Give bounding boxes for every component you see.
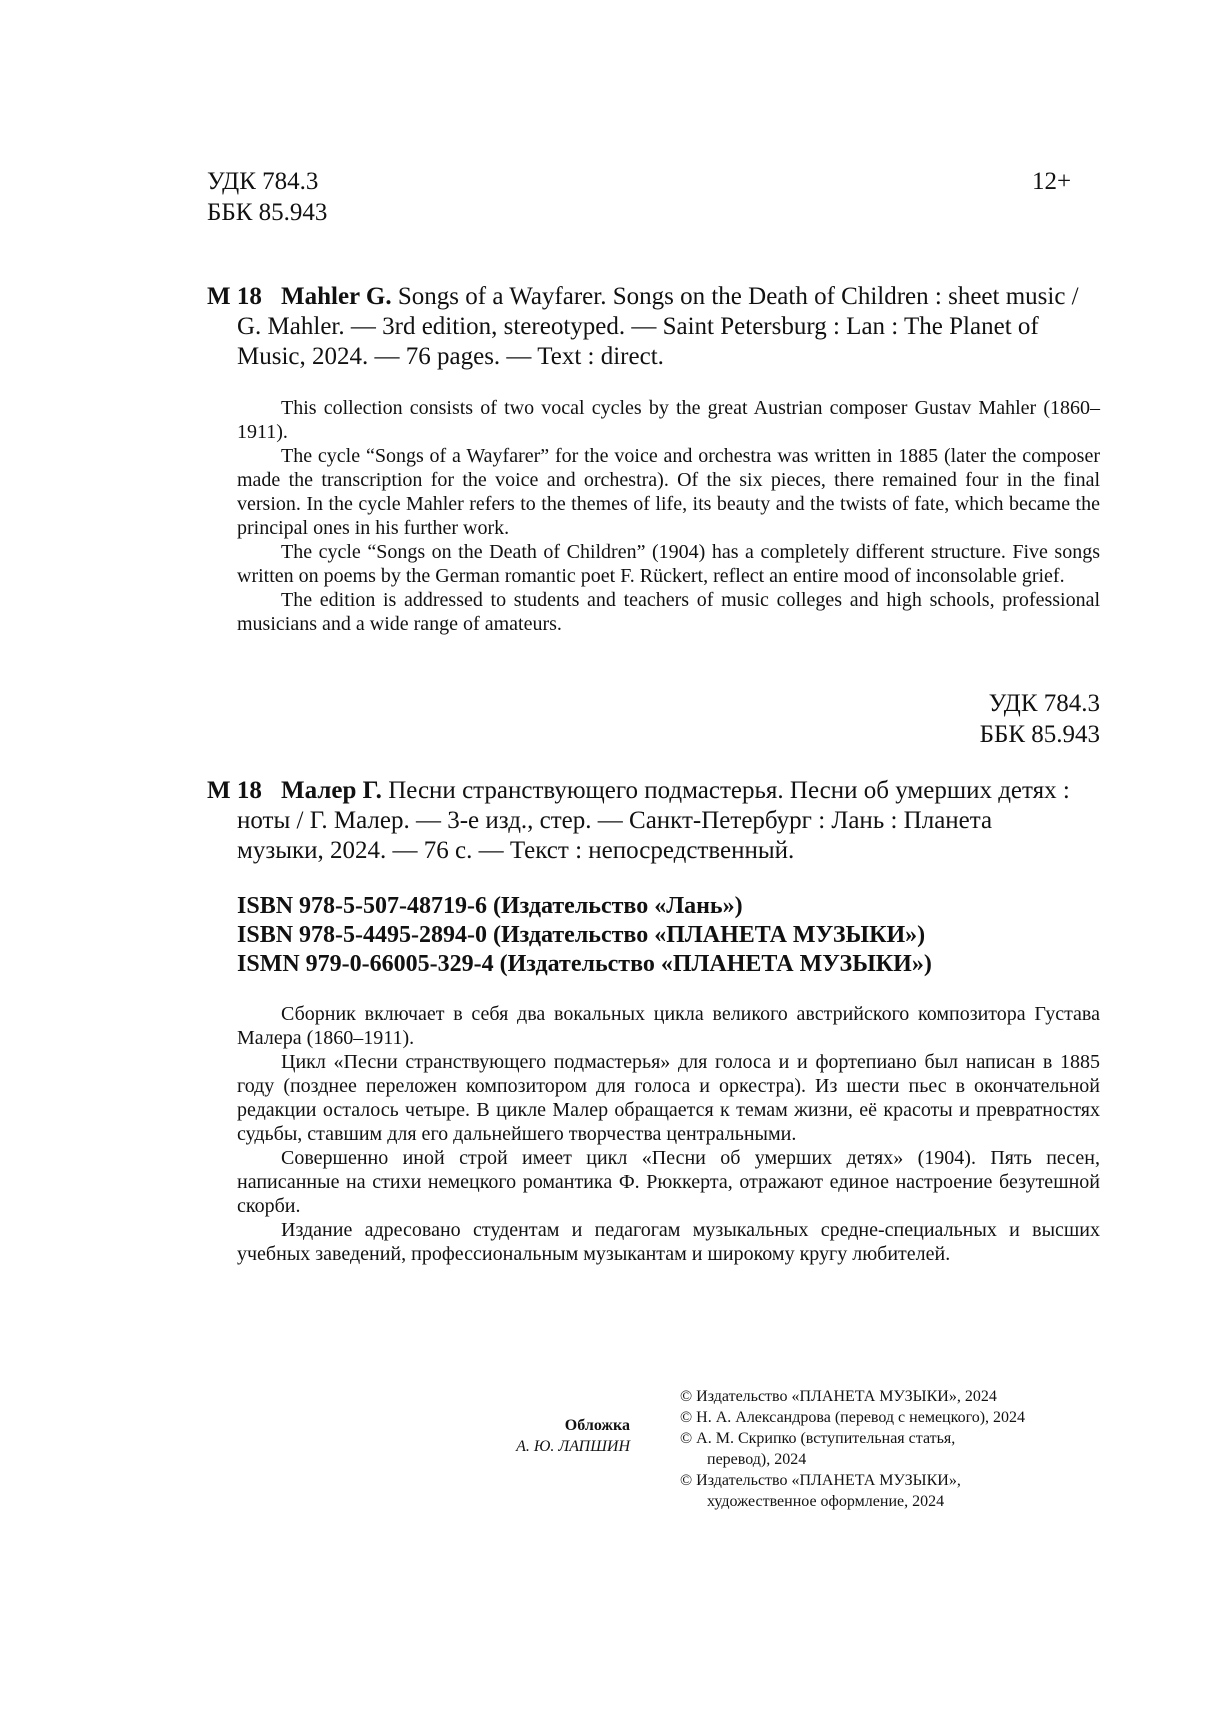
abstract-paragraph: Сборник включает в себя два вокальных цикла великого австрийского композитора Густава Малера (1860–1911).: [237, 1003, 1100, 1049]
isbn-line: ISBN 978-5-4495-2894-0 (Издательство «ПЛАНЕТА МУЗЫКИ»): [237, 922, 926, 948]
age-rating: 12+: [1032, 168, 1072, 195]
entry-label: М 18: [207, 777, 262, 804]
copyright-notices: [680, 1386, 1025, 1512]
classification-codes-right: [980, 688, 1100, 750]
entry-author: Mahler G.: [281, 283, 392, 310]
abstract-paragraph: The cycle “Songs of a Wayfarer” for the voice and orchestra was written in 1885 (later the composer made the transcription for the voice and orchestra). Of the six pieces, there remained four in the final version. In the cycle Mahler refers to the themes of life, its beauty and the twists of fate, which became the principal ones in his further work.: [237, 445, 1100, 539]
entry-line: Music, 2024. — 76 pages. — Text : direct.: [237, 343, 664, 370]
abstract-paragraph: The edition is addressed to students and teachers of music colleges and high schools, professional musicians and a wide range of amateurs.: [237, 589, 1100, 635]
entry-line: [207, 282, 1100, 312]
abstract-paragraph: Совершенно иной строй имеет цикл «Песни об умерших детях» (1904). Пять песен, написанные на стихи немецкого романтика Ф. Рюккерта, отражают единое настроение безутешной скорби.: [237, 1147, 1100, 1217]
isbn-line: ISBN 978-5-507-48719-6 (Издательство «Лань»): [237, 893, 743, 919]
cover-credit: [470, 1415, 630, 1457]
abstract-paragraph: This collection consists of two vocal cycles by the great Austrian composer Gustav Mahler (1860–1911).: [237, 397, 1100, 443]
entry-line: G. Mahler. — 3rd edition, stereotyped. — Saint Petersburg : Lan : The Planet of: [237, 313, 1039, 340]
header-classification-codes: [207, 166, 327, 228]
entry-label: М 18: [207, 283, 262, 310]
entry-line: ноты / Г. Малер. — 3-е изд., стер. — Санкт-Петербург : Лань : Планета: [237, 807, 993, 834]
copyright-line: © Издательство «ПЛАНЕТА МУЗЫКИ»,: [680, 1472, 961, 1489]
entry-line: музыки, 2024. — 76 с. — Текст : непосредственный.: [237, 837, 795, 864]
abstract-paragraph: The cycle “Songs on the Death of Children” (1904) has a completely different structure. Five songs written on poems by the German romantic poet F. Rückert, reflect an entire mood of inconsolable grief.: [237, 541, 1100, 587]
entry-author: Малер Г.: [281, 777, 382, 804]
copyright-line: художественное оформление, 2024: [707, 1493, 945, 1510]
abstract-russian: [237, 1002, 1100, 1266]
abstract-paragraph: Цикл «Песни странствующего подмастерья» для голоса и и фортепиано был написан в 1885 году (позднее переложен композитором для голоса и оркестра). Из шести пьес в окончательной редакции осталось четыре. В цикле Малер обращается к темам жизни, её красоты и превратностях судьбы, ставшим для его дальнейшего творчества центральными.: [237, 1051, 1100, 1145]
cover-designer: А. Ю. ЛАПШИН: [516, 1438, 630, 1455]
copyright-line: © Издательство «ПЛАНЕТА МУЗЫКИ», 2024: [680, 1388, 997, 1405]
bbk-code: ББК 85.943: [979, 721, 1100, 748]
entry-title: Songs of a Wayfarer. Songs on the Death of Children : sheet music /: [397, 283, 1079, 310]
copyright-line: © А. М. Скрипко (вступительная статья,: [680, 1430, 956, 1447]
copyright-line: © Н. А. Александрова (перевод с немецкого), 2024: [680, 1409, 1026, 1426]
bibliographic-entry-russian: [207, 776, 1100, 866]
isbn-list: [237, 892, 932, 979]
entry-title: Песни странствующего подмастерья. Песни об умерших детях :: [388, 777, 1070, 804]
abstract-paragraph: Издание адресовано студентам и педагогам музыкальных средне-специальных и высших учебных заведений, профессиональным музыкантам и широкому кругу любителей.: [237, 1219, 1100, 1265]
entry-line: [207, 776, 1100, 806]
abstract-english: [237, 396, 1100, 636]
ismn-line: ISMN 979-0-66005-329-4 (Издательство «ПЛАНЕТА МУЗЫКИ»): [237, 951, 932, 977]
udk-code: УДК 784.3: [207, 168, 319, 195]
bibliographic-entry-english: [207, 282, 1100, 372]
udk-code: УДК 784.3: [988, 690, 1100, 717]
cover-label: Обложка: [564, 1417, 630, 1434]
copyright-line: перевод), 2024: [707, 1451, 807, 1468]
bbk-code: ББК 85.943: [207, 199, 328, 226]
